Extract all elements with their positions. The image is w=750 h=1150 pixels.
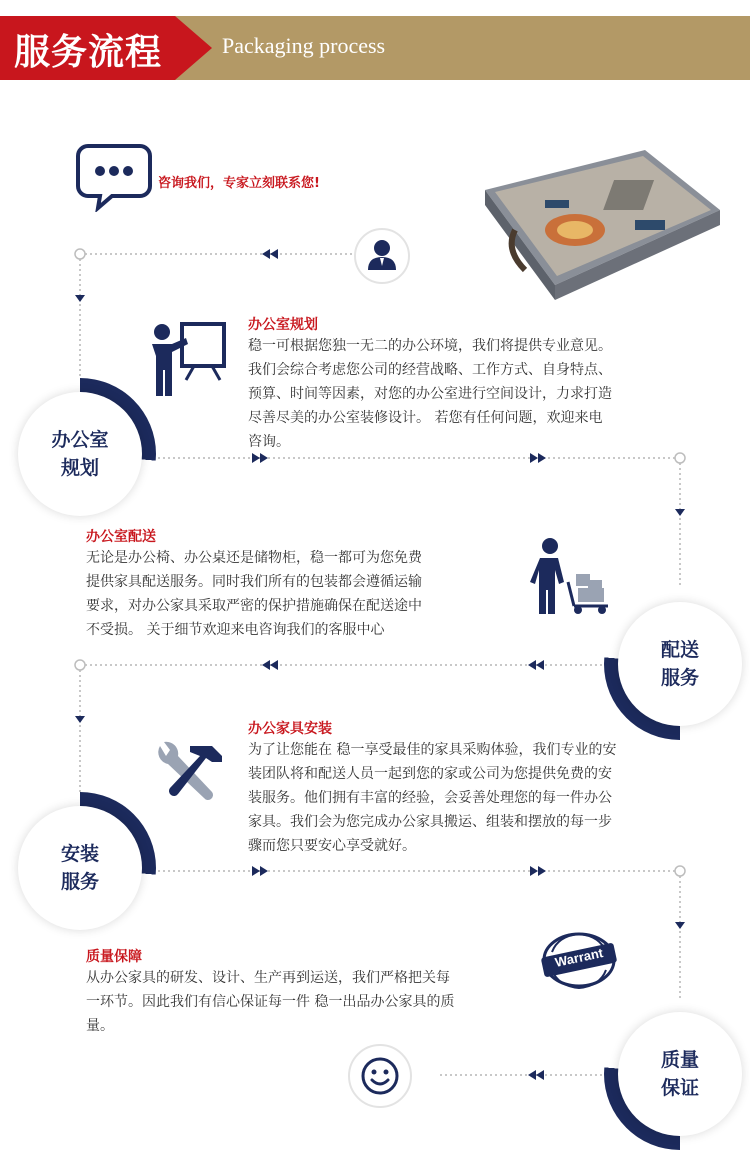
section-title-installation: 办公家具安装 — [248, 721, 332, 737]
circle-label-line2: 规划 — [60, 457, 99, 479]
section-title-delivery: 办公室配送 — [86, 529, 156, 545]
presenter-icon — [148, 320, 228, 400]
section-text-planning: 稳一可根据您独一无二的办公环境，我们将提供专业意见。 我们会综合考虑您公司的经营战略、工作方式、自身特点、 预算、时间等因素，对您的办公室进行空间设计，力求打造 尽善尽美的办公室装修设计。 若您有任何问题，欢迎来电 咨询。 — [248, 338, 612, 450]
circle-label-line1: 配送 — [660, 639, 699, 661]
chat-bubble-icon — [72, 140, 156, 212]
section-title-planning: 办公室规划 — [248, 317, 318, 333]
warrant-badge-text: Warrant — [553, 945, 605, 970]
smiley-icon — [346, 1042, 414, 1110]
section-title-quality: 质量保障 — [86, 949, 142, 965]
step-circle-planning — [4, 378, 156, 530]
step-circle-installation — [4, 792, 156, 944]
section-text-installation: 为了让您能在 稳一享受最佳的家具采购体验，我们专业的安 装团队将和配送人员一起到您的家或公司为您提供免费的安 装服务。他们拥有丰富的经验，会妥善处理您的每一件办公 家具。我们会为您完成办公家具搬运、组装和摆放的每一步 骤而您只要安心享受就好。 — [248, 742, 617, 854]
page-subtitle: Packaging process — [222, 33, 386, 58]
contact-prompt: 咨询我们，专家立刻联系您! — [158, 176, 320, 191]
circle-label-line2: 保证 — [660, 1077, 699, 1099]
circle-label-line2: 服务 — [660, 667, 699, 689]
wrench-hammer-icon — [150, 740, 226, 806]
user-icon — [352, 226, 412, 286]
circle-label-line2: 服务 — [60, 871, 99, 893]
step-circle-delivery — [604, 588, 750, 740]
circle-label-line1: 质量 — [660, 1049, 699, 1071]
section-text-delivery: 无论是办公椅、办公桌还是储物柜，稳一都可为您免费 提供家具配送服务。同时我们所有的包装都会遵循运输 要求，对办公家具采取严密的保护措施确保在配送途中 不受损。 关于细节欢迎来电咨询我们的客服中心 — [86, 550, 422, 638]
office-floorplan-illustration — [485, 150, 720, 300]
page-title: 服务流程 — [14, 32, 163, 73]
circle-label-line1: 安装 — [60, 843, 99, 865]
circle-label-line1: 办公室 — [51, 429, 109, 451]
warrant-badge-icon — [538, 928, 620, 996]
delivery-worker-icon — [528, 536, 612, 616]
section-text-quality: 从办公家具的研发、设计、生产再到运送，我们严格把关每 一环节。因此我们有信心保证每一件 稳一出品办公家具的质 量。 — [86, 970, 455, 1034]
step-circle-quality — [604, 998, 750, 1150]
